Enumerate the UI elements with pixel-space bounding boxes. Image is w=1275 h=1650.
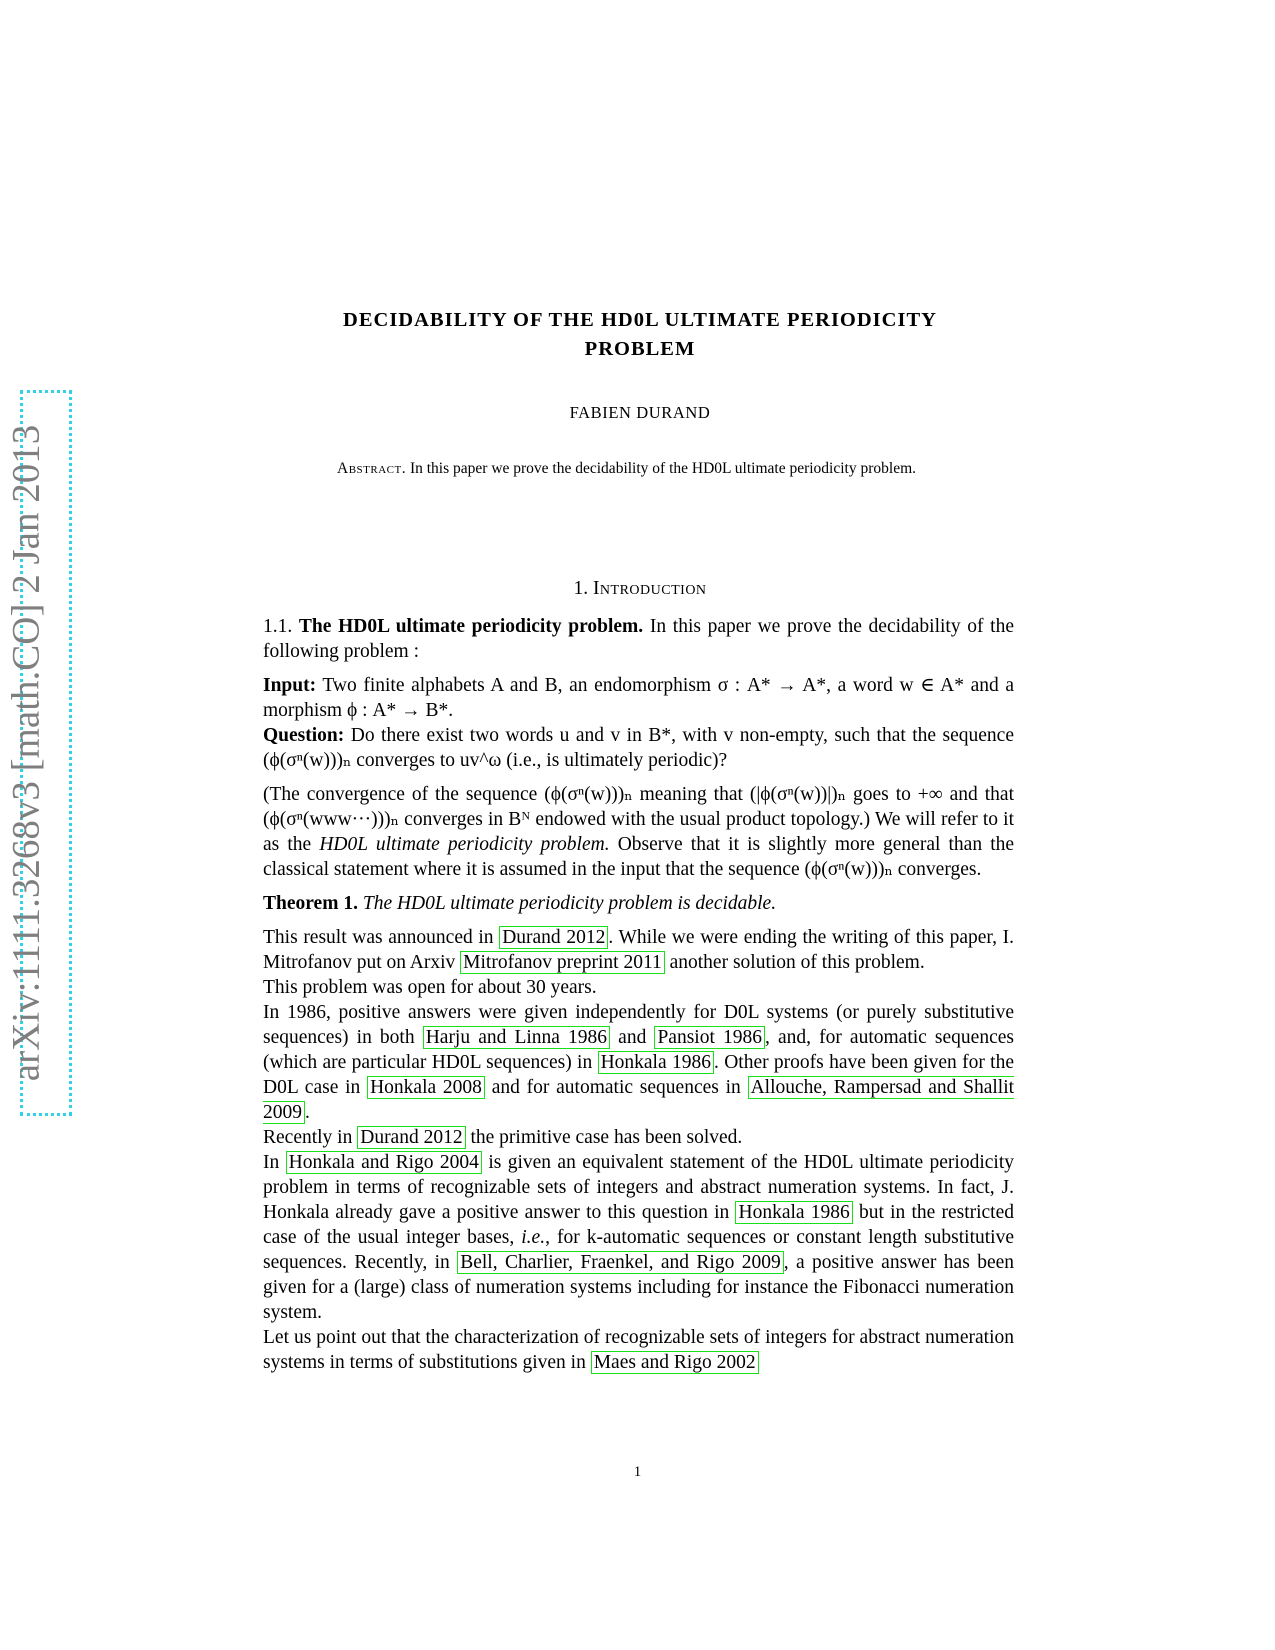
body-text xyxy=(263,614,1014,1375)
remark-italic: HD0L ultimate periodicity problem. xyxy=(319,834,610,855)
para3-text-3: , and, for automatic sequences (which are particular HD0L sequences) in xyxy=(263,1027,1014,1073)
theorem xyxy=(263,891,1014,916)
para5-text-3: but in the restricted case of the usual integer bases, xyxy=(263,1202,1015,1248)
para5-text-5: , a positive answer has been given for a (large) class of numeration systems including for instance the Fibonacci numeration system. xyxy=(263,1252,1015,1323)
remark-text-2: Observe that it is slightly more general than the classical statement where it is assumed in the input that the sequence (ϕ(σⁿ(w)))ₙ converges. xyxy=(263,834,1015,880)
paragraph-3 xyxy=(263,1000,1014,1125)
para5-text-1: In xyxy=(263,1152,280,1173)
citation-allouche-2009[interactable]: Allouche, Rampersad and Shallit 2009 xyxy=(263,1077,1015,1123)
arxiv-stamp: arXiv:1111.3268v3 [math.CO] 2 Jan 2013 xyxy=(4,424,48,1082)
citation-harju-linna-1986[interactable]: Harju and Linna 1986 xyxy=(423,1026,610,1049)
para3-text-4: . Other proofs have been given for the D0L case in xyxy=(263,1052,1014,1098)
abstract-text: In this paper we prove the decidability of the HD0L ultimate periodicity problem. xyxy=(409,460,917,477)
paragraph-4 xyxy=(263,1125,1014,1150)
theorem-label: Theorem 1. xyxy=(263,893,358,914)
para3-text-5: and for automatic sequences in xyxy=(491,1077,741,1098)
paragraph-6 xyxy=(263,1325,1014,1375)
question-label: Question: xyxy=(263,725,345,746)
para6-text-1: Let us point out that the characterization of recognizable sets of integers for abstract numeration systems in terms of substitutions given in xyxy=(263,1327,1014,1373)
para1-text-2: . While we were ending the writing of this paper, I. Mitrofanov put on Arxiv xyxy=(263,927,1015,973)
author: FABIEN DURAND xyxy=(569,403,711,422)
title-line-1: DECIDABILITY OF THE HD0L ULTIMATE PERIODICITY xyxy=(343,309,937,331)
para5-ie: i.e. xyxy=(521,1227,546,1248)
input-label: Input: xyxy=(263,675,317,696)
input-paragraph xyxy=(263,673,1014,723)
citation-maes-rigo-2002[interactable]: Maes and Rigo 2002 xyxy=(591,1351,759,1374)
para1-text-3: another solution of this problem. xyxy=(669,952,925,973)
para4-text-1: Recently in xyxy=(263,1127,353,1148)
abstract-heading: Abstract. xyxy=(337,460,407,477)
question-paragraph xyxy=(263,723,1014,773)
citation-honkala-1986[interactable]: Honkala 1986 xyxy=(598,1051,714,1074)
paragraph-2: This problem was open for about 30 years. xyxy=(263,977,597,998)
section-heading xyxy=(260,578,1020,600)
citation-pansiot-1986[interactable]: Pansiot 1986 xyxy=(654,1026,765,1049)
para4-text-2: the primitive case has been solved. xyxy=(470,1127,743,1148)
paper-title xyxy=(260,306,1020,364)
abstract xyxy=(337,458,937,479)
citation-honkala-1986-b[interactable]: Honkala 1986 xyxy=(735,1201,852,1224)
question-text: Do there exist two words u and v in B*, with v non-empty, such that the sequence (ϕ(σⁿ(w)))ₙ converges to uv^ω (i.e., is ultimately periodic)? xyxy=(263,725,1014,771)
title-line-2: PROBLEM xyxy=(584,338,696,360)
page-number: 1 xyxy=(633,1464,642,1480)
paragraph-1 xyxy=(263,925,1014,975)
subsection-number: 1.1. xyxy=(263,616,293,637)
para3-text-2: and xyxy=(618,1027,647,1048)
citation-honkala-2008[interactable]: Honkala 2008 xyxy=(367,1076,485,1099)
para3-text-1: In 1986, positive answers were given independently for D0L systems (or purely substitutive sequences) in both xyxy=(263,1002,1014,1048)
subsection-paragraph xyxy=(263,614,1014,664)
subsection-title: The HD0L ultimate periodicity problem. xyxy=(298,616,644,637)
citation-durand-2012-b[interactable]: Durand 2012 xyxy=(357,1126,465,1149)
citation-honkala-rigo-2004[interactable]: Honkala and Rigo 2004 xyxy=(286,1151,482,1174)
remark-paragraph xyxy=(263,782,1014,882)
subsection-lead: In this paper we prove the decidability of the following problem : xyxy=(263,616,1014,662)
para5-text-4: , for k-automatic sequences or constant length substitutive sequences. Recently, in xyxy=(263,1227,1014,1273)
para5-text-2: is given an equivalent statement of the HD0L ultimate periodicity problem in terms of recognizable sets of integers and abstract numeration systems. In fact, J. Honkala already gave a positive answer to this question in xyxy=(263,1152,1015,1223)
para1-text-1: This result was announced in xyxy=(263,927,494,948)
section-number: 1. xyxy=(573,578,589,599)
remark-text-1: (The convergence of the sequence (ϕ(σⁿ(w)))ₙ meaning that (|ϕ(σⁿ(w))|)ₙ goes to +∞ and that (ϕ(σⁿ(www···)))ₙ converges in Bᴺ endowed with the usual product topology.) We will refer to it as the xyxy=(263,784,1014,855)
citation-bell-2009[interactable]: Bell, Charlier, Fraenkel, and Rigo 2009 xyxy=(457,1251,784,1274)
citation-mitrofanov-2011[interactable]: Mitrofanov preprint 2011 xyxy=(460,951,665,974)
input-text: Two finite alphabets A and B, an endomorphism σ : A* → A*, a word w ∈ A* and a morphism ϕ : A* → B*. xyxy=(263,675,1014,721)
theorem-text: The HD0L ultimate periodicity problem is decidable. xyxy=(362,893,777,914)
citation-durand-2012[interactable]: Durand 2012 xyxy=(499,926,608,949)
para3-text-6: . xyxy=(305,1102,310,1123)
section-title: Introduction xyxy=(592,578,707,599)
paragraph-5 xyxy=(263,1150,1014,1325)
